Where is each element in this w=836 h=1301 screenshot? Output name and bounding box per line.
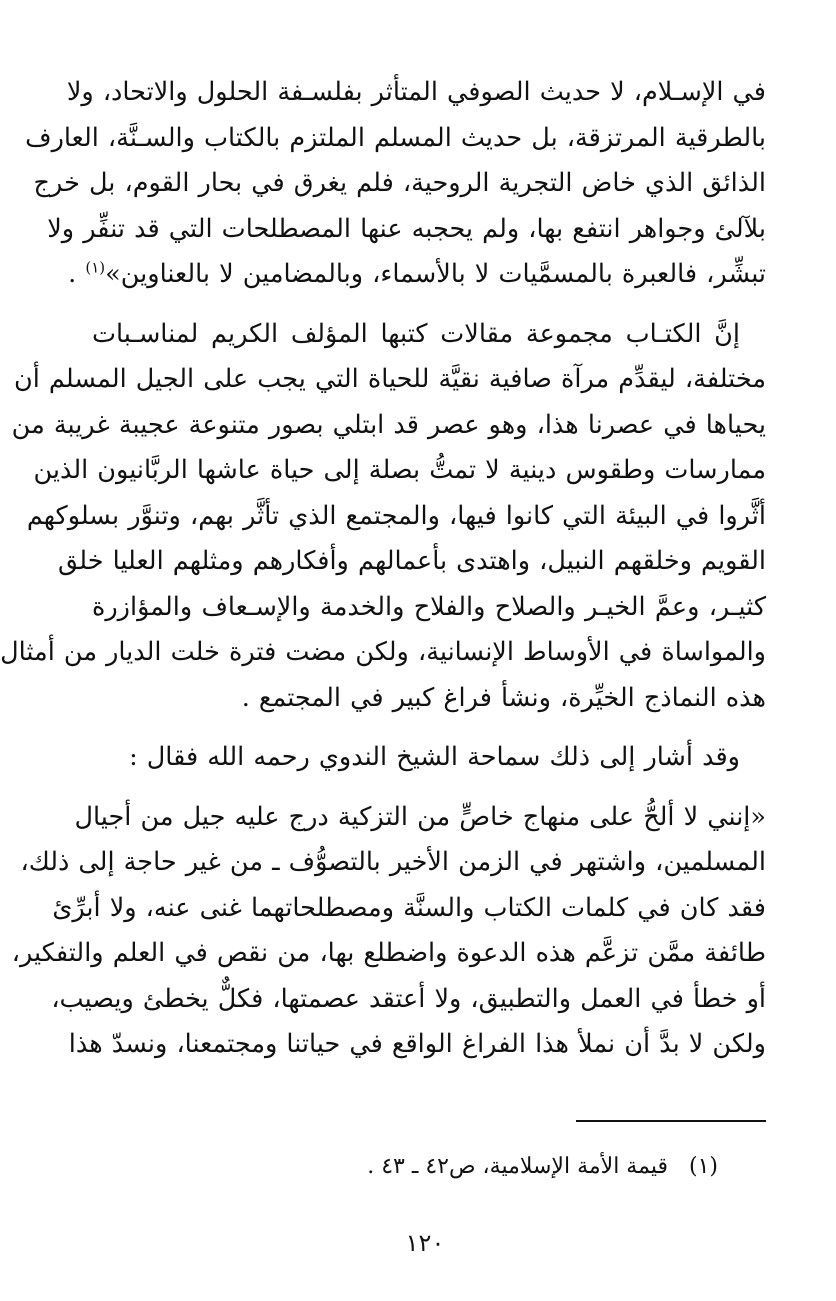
paragraph-line: بالطرقية المرتزقة، بل حديث المسلم الملتزم بالكتاب والسـنَّة، العارف [25, 122, 766, 153]
paragraph-line: طائفة ممَّن تزعَّم هذه الدعوة واضطلع بها، من نقص في العلم والتفكير، [11, 938, 766, 968]
paragraph-line: ولكن لا بدَّ أن نملأ هذا الفراغ الواقع في حياتنا ومجتمعنا، ونسدّ هذا [68, 1029, 766, 1059]
paragraph-line: المسلمين، واشتهر في الزمن الأخير بالتصوُّف ـ من غير حاجة إلى ذلك، [20, 847, 766, 877]
paragraph-line: أو خطأ في العمل والتطبيق، ولا أعتقد عصمتها، فكلٌّ يخطئ ويصيب، [51, 983, 766, 1014]
paragraph-line: القويم وخلقهم النبيل، واهتدى بأعمالهم وأفكارهم ومثلهم العليا خلق [58, 546, 766, 576]
paragraph-line: «إنني لا ألحُّ على منهاج خاصٍّ من التزكية درج عليه جيل من أجيال [74, 801, 766, 832]
footnote-number: (١) [688, 1154, 718, 1179]
paragraph-2 [0, 312, 766, 722]
footnote [367, 1150, 718, 1184]
paragraph-1 [25, 70, 766, 298]
page-body [0, 70, 766, 1068]
sentence-end: . [68, 259, 86, 289]
paragraph-3 [92, 735, 766, 781]
paragraph-line: في الإسـلام، لا حديث الصوفي المتأثر بفلسـفة الحلول والاتحاد، ولا [66, 77, 766, 107]
paragraph-line: الذائق الذي خاض التجرية الروحية، فلم يغرق في بحار القوم، بل خرج [33, 168, 766, 198]
footnote-reference[interactable]: (١) [85, 258, 106, 277]
paragraph-line: إنَّ الكتـاب مجموعة مقالات كتبها المؤلف الكريم لمناسـبات [92, 318, 740, 349]
paragraph-line-last: وقد أشار إلى ذلك سماحة الشيخ الندوي رحمه الله فقال : [129, 742, 740, 772]
footnote-divider [576, 1120, 766, 1122]
paragraph-line: كثيـر، وعمَّ الخيـر والصلاح والفلاح والخدمة والإسـعاف والمؤازرة [92, 591, 766, 622]
paragraph-line: أثَّروا في البيئة التي كانوا فيها، والمجتمع الذي تأثَّر بهم، وتنوَّر بسلوكهم [26, 500, 766, 531]
paragraph-4-quote [11, 795, 766, 1068]
paragraph-line: يحياها في عصرنا هذا، وهو عصر قد ابتلي بصور متنوعة عجيبة غريبة من [11, 409, 766, 440]
paragraph-line: مختلفة، ليقدِّم مرآة صافية نقيَّة للحياة التي يجب على الجيل المسلم أن [14, 364, 766, 394]
quote-end-text: تبشِّر، فالعبرة بالمسمَّيات لا بالأسماء، وبالمضامين لا بالعناوين» [105, 259, 766, 289]
paragraph-line: بلآلئ وجواهر انتفع بها، ولم يحجبه عنها المصطلحات التي قد تنفِّر ولا [47, 213, 766, 244]
paragraph-line: ممارسات وطقوس دينية لا تمتُّ بصلة إلى حياة عاشها الربَّانيون الذين [33, 455, 766, 485]
page-number: ١٢٠ [405, 1229, 445, 1257]
paragraph-line-last [68, 252, 766, 298]
paragraph-line: والمواساة في الأوساط الإنسانية، ولكن مضت فترة خلت الديار من أمثال [0, 637, 766, 667]
footnote-text: قيمة الأمة الإسلامية، ص٤٢ ـ ٤٣ . [367, 1154, 668, 1179]
paragraph-line: فقد كان في كلمات الكتاب والسنَّة ومصطلحاتهما غنى عنه، ولا أبرِّئ [52, 892, 766, 923]
paragraph-line-last: هذه النماذج الخيِّرة، ونشأ فراغ كبير في المجتمع . [241, 682, 766, 713]
